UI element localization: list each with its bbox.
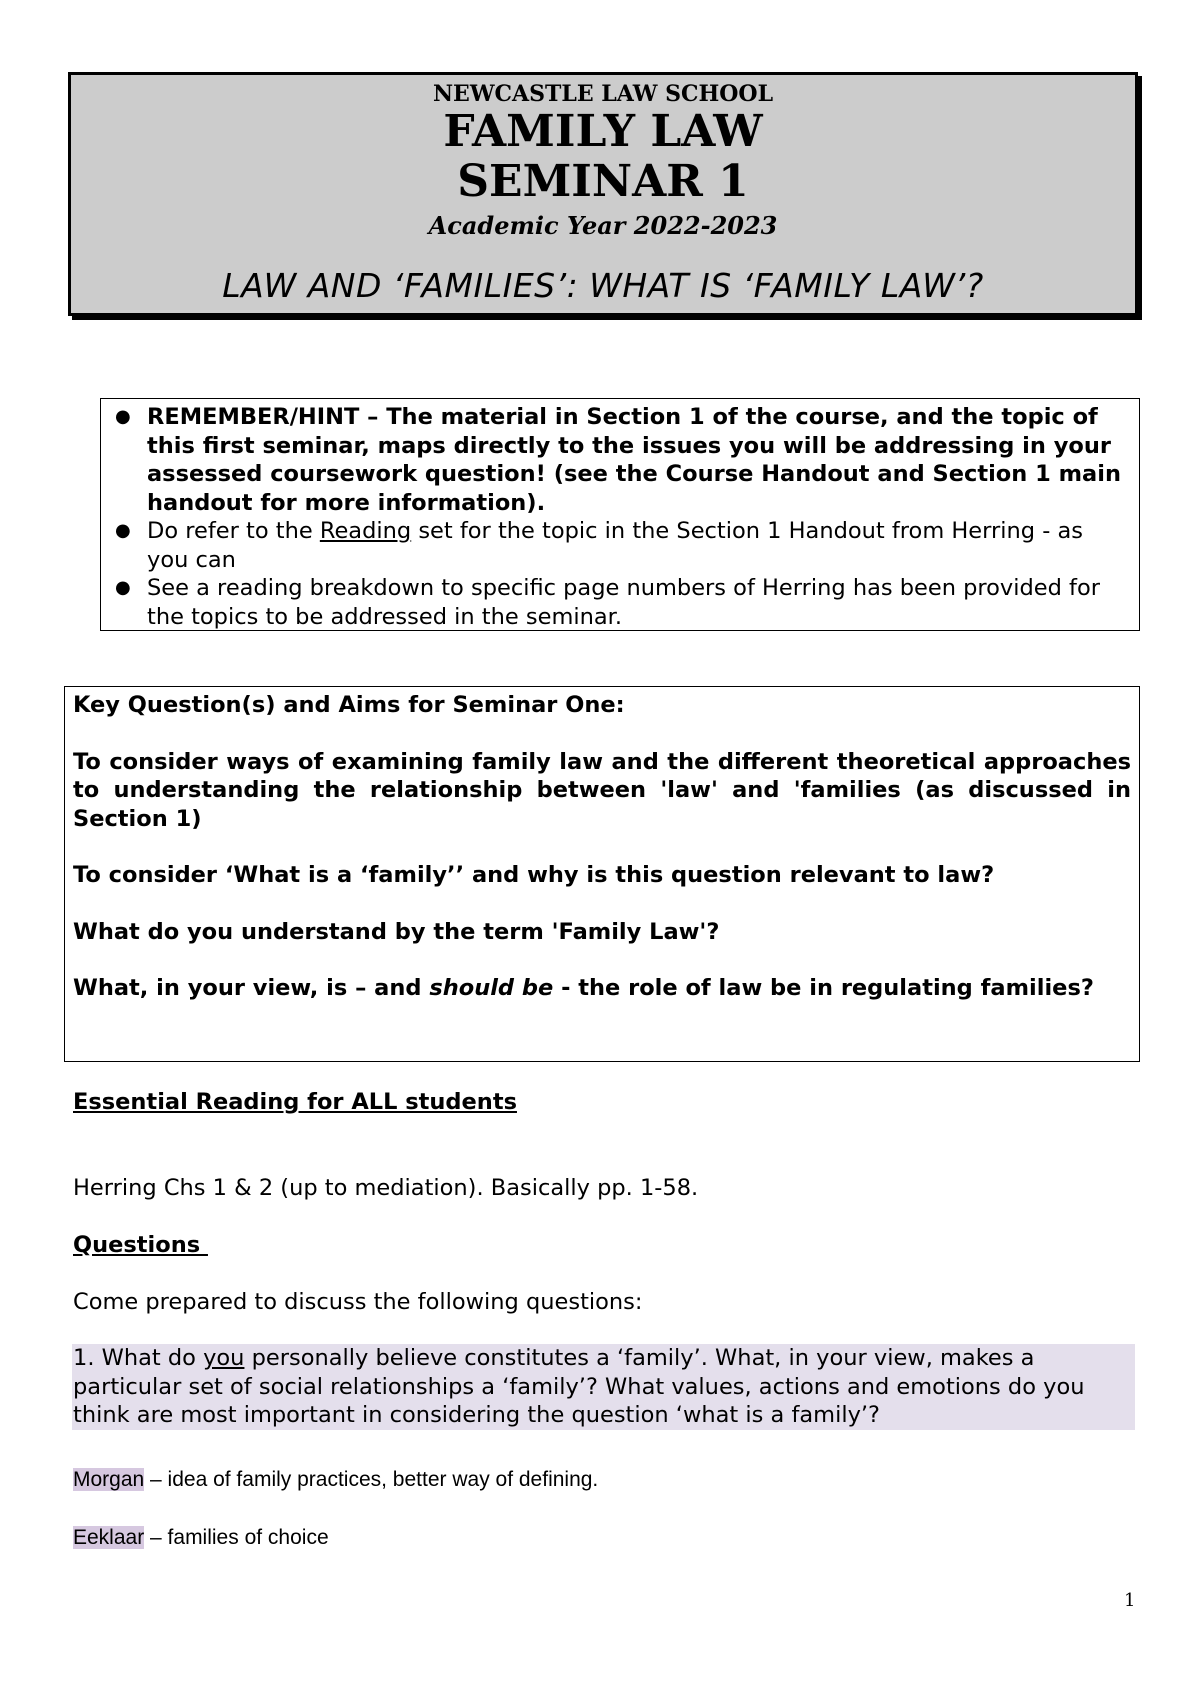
aim-1: To consider ways of examining family law and the different theoretical approaches to understanding the relationship between 'law' and 'families (as discussed in Section 1) xyxy=(73,748,1131,832)
aim-3: What do you understand by the term 'Family Law'? xyxy=(73,918,720,945)
aim-4 xyxy=(73,974,1131,1003)
aim-4-emphasis: should be xyxy=(429,975,554,1001)
seminar-title: SEMINAR 1 xyxy=(457,156,749,207)
q1-post: personally believe constitutes a ‘family’. What, in your view, makes a particular set of social relationships a ‘family’? What values, actions and emotions do you think are most important in considering the question ‘what is a family’? xyxy=(73,1345,1085,1428)
hint-text-pre: Do refer to the xyxy=(147,518,320,544)
questions-heading: Questions xyxy=(73,1232,208,1258)
hint-label: REMEMBER/HINT xyxy=(147,404,360,430)
questions-intro: Come prepared to discuss the following questions: xyxy=(73,1289,643,1315)
hint-box xyxy=(100,398,1140,631)
page-number: 1 xyxy=(1124,1590,1136,1611)
note-name: Eeklaar xyxy=(73,1526,145,1549)
aim-4-pre: What, in your view, is – and xyxy=(73,975,430,1001)
hint-item xyxy=(111,403,1129,517)
hint-text: See a reading breakdown to specific page numbers of Herring has been provided for the topics to be addressed in the seminar. xyxy=(147,575,1100,630)
hint-item xyxy=(111,517,1129,574)
academic-year: Academic Year 2022-2023 xyxy=(428,211,778,240)
question-1 xyxy=(72,1344,1135,1430)
reading-link: Reading xyxy=(319,518,412,544)
school-name: NEWCASTLE LAW SCHOOL xyxy=(432,81,774,107)
bullet-icon: ● xyxy=(115,577,131,598)
key-questions-heading: Key Question(s) and Aims for Seminar One: xyxy=(73,692,625,718)
reading-text: Herring Chs 1 & 2 (up to mediation). Basically pp. 1-58. xyxy=(73,1175,699,1201)
bullet-icon: ● xyxy=(115,406,131,427)
note-text: – families of choice xyxy=(144,1526,329,1549)
note-text: – idea of family practices, better way of defining. xyxy=(144,1468,599,1491)
hint-item xyxy=(111,574,1129,631)
note-eeklaar xyxy=(73,1524,329,1551)
reading-heading: Essential Reading for ALL students xyxy=(73,1089,517,1115)
key-questions-box xyxy=(64,686,1140,1062)
hint-text: – The material in Section 1 of the course, and the topic of this first seminar, maps directly to the issues you will be addressing in your assessed coursework question! (see the Course Handout and Section 1 main handout for more information). xyxy=(147,404,1121,516)
course-title: FAMILY LAW xyxy=(443,106,763,157)
q1-you: you xyxy=(203,1345,245,1371)
topic-title: LAW AND ‘FAMILIES’: WHAT IS ‘FAMILY LAW’? xyxy=(222,266,984,305)
note-name: Morgan xyxy=(73,1468,145,1491)
hint-text-post: set for the topic in the Section 1 Handout from Herring - as you can xyxy=(147,518,1083,573)
bullet-icon: ● xyxy=(115,520,131,541)
hint-list xyxy=(111,403,1129,631)
header-box xyxy=(68,72,1138,316)
aim-2: To consider ‘What is a ‘family’’ and why is this question relevant to law? xyxy=(73,862,995,888)
aim-4-post: - the role of law be in regulating families? xyxy=(553,975,1094,1001)
note-morgan xyxy=(73,1466,598,1493)
q1-pre: 1. What do xyxy=(73,1345,204,1371)
